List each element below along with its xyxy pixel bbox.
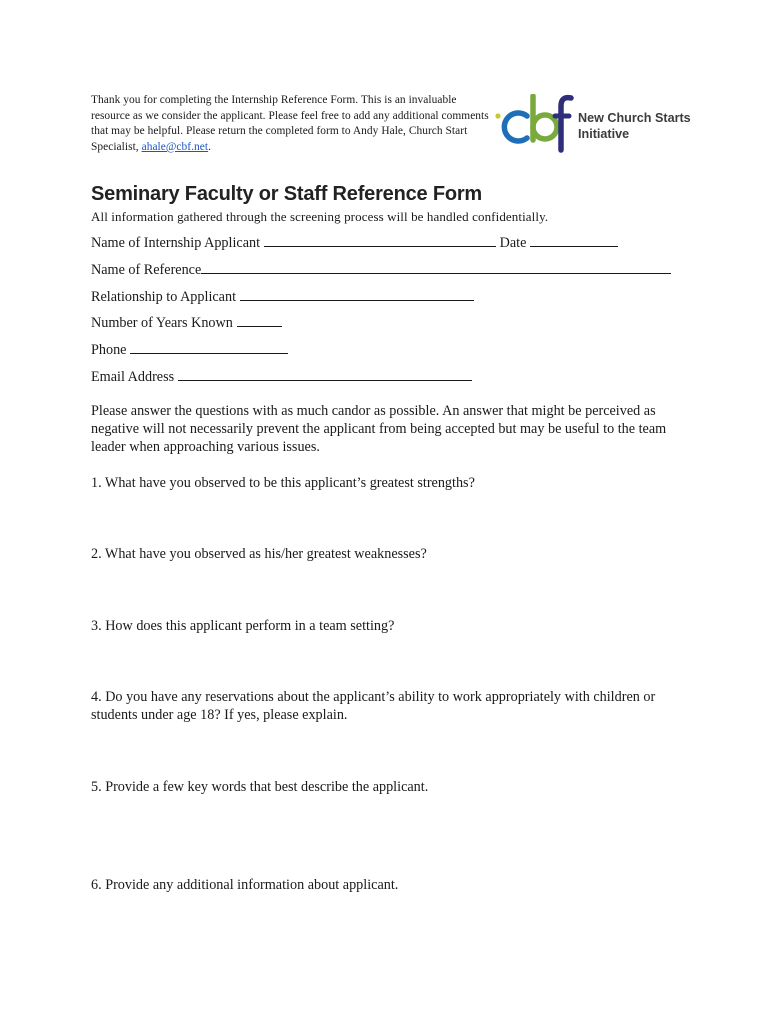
intro-paragraph (91, 93, 491, 155)
logo-f-hook (561, 98, 571, 150)
logo-line-2: Initiative (578, 127, 630, 141)
question-6: 6. Provide any additional information about applicant. (91, 877, 399, 893)
phone-field[interactable] (130, 339, 288, 354)
logo-text (578, 110, 691, 142)
logo-dot (495, 113, 500, 118)
email-field[interactable] (178, 366, 472, 381)
reference-label: Name of Reference (91, 262, 202, 278)
applicant-row (91, 232, 618, 252)
applicant-name-field[interactable] (264, 232, 496, 247)
question-3: 3. How does this applicant perform in a team setting? (91, 618, 395, 634)
reference-row (91, 259, 671, 279)
applicant-label: Name of Internship Applicant (91, 235, 261, 251)
date-label: Date (499, 235, 527, 251)
date-field[interactable] (530, 232, 618, 247)
relationship-row (91, 286, 474, 306)
email-label: Email Address (91, 369, 175, 385)
relationship-label: Relationship to Applicant (91, 289, 237, 305)
instructions-paragraph: Please answer the questions with as much candor as possible. An answer that might be perceived as negative will not necessarily prevent the applicant from being accepted but may be useful to the team leader when approaching various issues. (91, 403, 667, 455)
logo-b-bowl (533, 115, 557, 139)
question-4: 4. Do you have any reservations about the applicant’s ability to work appropriately with children or students under age 18? If yes, please explain. (91, 689, 656, 723)
years-known-field[interactable] (237, 312, 282, 327)
reference-name-field[interactable] (201, 259, 671, 274)
years-row (91, 312, 282, 332)
confidentiality-note: All information gathered through the screening process will be handled confidentially. (91, 209, 549, 224)
years-label: Number of Years Known (91, 315, 233, 331)
logo-line-1: New Church Starts (578, 111, 691, 125)
phone-row (91, 339, 288, 359)
intro-period: . (208, 140, 211, 153)
logo-c-glyph (504, 113, 527, 141)
relationship-field[interactable] (240, 286, 474, 301)
form-title: Seminary Faculty or Staff Reference Form (91, 183, 483, 205)
contact-email-link[interactable]: ahale@cbf.net (141, 140, 209, 153)
question-5: 5. Provide a few key words that best describe the applicant. (91, 779, 429, 795)
intro-text: Thank you for completing the Internship Reference Form. This is an invaluable resource as we consider the applicant. Please feel free to add any additional comments that may be helpful. Please return the completed form to Andy Hale, Church Start Specialist, (91, 94, 489, 153)
question-2: 2. What have you observed as his/her greatest weaknesses? (91, 546, 427, 562)
phone-label: Phone (91, 342, 127, 358)
question-1: 1. What have you observed to be this applicant’s greatest strengths? (91, 475, 475, 491)
email-row (91, 366, 472, 386)
